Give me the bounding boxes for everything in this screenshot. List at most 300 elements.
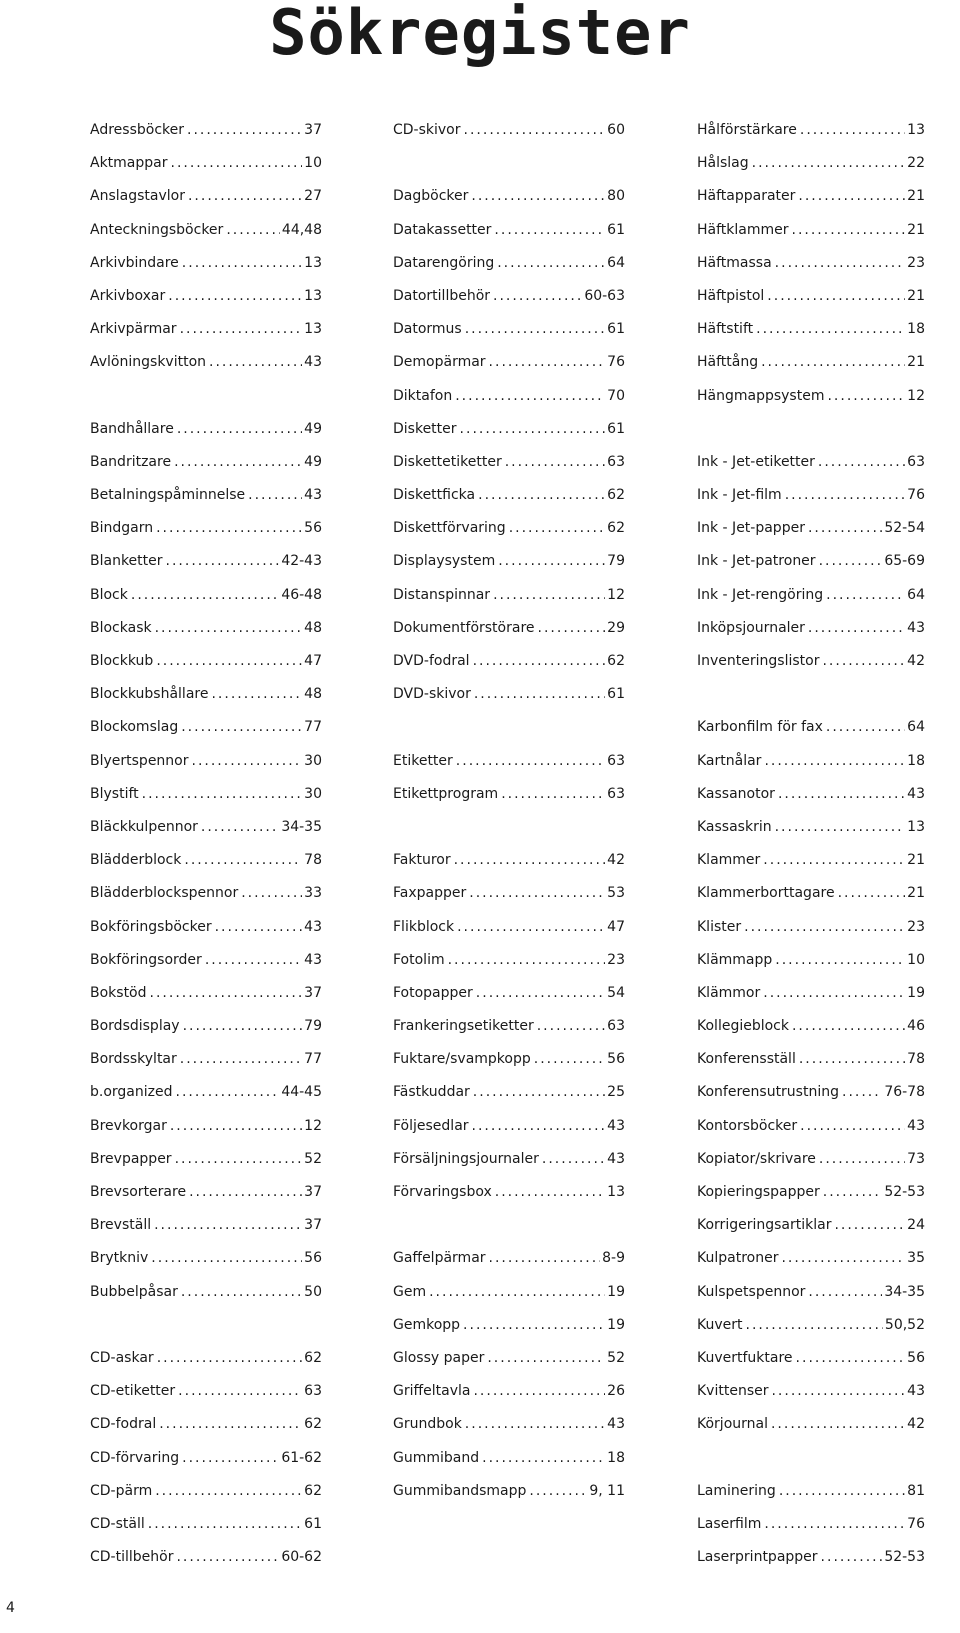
dot-leader [764,749,905,774]
index-term: Aktmappar [90,155,168,172]
index-page-ref: 73 [907,1150,925,1167]
index-term: Kassanotor [697,785,775,802]
index-entry [90,749,322,782]
dot-leader [746,1313,883,1338]
index-page-ref: 19 [607,1316,625,1333]
index-term: Adressböcker [90,122,184,138]
index-page-ref: 79 [304,1018,322,1035]
index-term: Klämmapp [697,951,773,968]
index-entry [393,915,625,948]
index-page-ref: 12 [304,1117,322,1134]
dot-leader [775,815,906,840]
index-page-ref: 50 [304,1283,322,1300]
index-entry [697,284,925,317]
index-entry [90,118,322,151]
index-page-ref: 63 [607,785,625,802]
index-page-ref: 37 [304,1184,322,1200]
index-term: Laserprintpapper [697,1549,818,1566]
index-entry [90,1080,322,1113]
index-page-ref: 13 [607,1184,625,1200]
index-term: Blockkubshållare [90,686,209,703]
index-term: CD-tillbehör [90,1549,174,1566]
index-entry [90,151,322,184]
index-page-ref: 44-45 [281,1084,322,1101]
index-term: Klammerborttagare [697,885,835,902]
dot-leader [175,1147,303,1172]
index-page-ref: 52-53 [884,1549,925,1566]
dot-leader [465,1412,605,1437]
dot-leader [241,881,302,906]
dot-leader [148,1512,302,1537]
dot-leader [166,549,280,574]
index-term: Demopärmar [393,354,486,371]
index-page-ref: 42 [907,1416,925,1433]
index-entry [697,251,925,284]
index-page-ref: 47 [304,653,322,669]
dot-leader [174,450,302,475]
index-term: Diskettetiketter [393,453,502,470]
index-page-ref: 64 [907,719,925,736]
dot-leader [838,881,906,906]
dot-leader [151,1246,302,1271]
index-entry [697,1147,925,1180]
index-entry [697,384,925,417]
index-term: Glossy paper [393,1349,485,1366]
section-gap [697,682,925,715]
dot-leader [808,516,882,541]
index-term: Ink - Jet-papper [697,520,805,537]
index-entry [697,616,925,649]
index-entry [90,815,322,848]
index-term: Laminering [697,1482,776,1499]
index-page-ref: 76-78 [884,1084,925,1101]
dot-leader [808,616,905,641]
index-page-ref: 21 [907,885,925,902]
dot-leader [156,649,302,674]
index-page-ref: 21 [907,354,925,371]
index-page-ref: 62 [304,1416,322,1433]
index-entry [393,118,625,151]
index-term: Displaysystem [393,553,496,570]
dot-leader [775,948,905,973]
index-entry [697,1512,925,1545]
index-term: Bordsskyltar [90,1051,177,1068]
index-term: Block [90,586,128,603]
index-term: CD-pärm [90,1482,153,1499]
dot-leader [189,1180,302,1205]
index-page-ref: 43 [907,1117,925,1134]
index-page-ref: 62 [304,1482,322,1499]
dot-leader [473,1080,605,1105]
index-entry [393,184,625,217]
index-entry [90,1479,322,1512]
index-term: Hängmappsystem [697,387,825,404]
index-page-ref: 76 [907,487,925,504]
index-entry [90,1147,322,1180]
dot-leader [448,948,606,973]
index-page-ref: 37 [304,122,322,138]
index-page-ref: 43 [304,354,322,371]
index-page-ref: 43 [607,1117,625,1134]
index-entry [393,1014,625,1047]
dot-leader [201,815,279,840]
index-term: Gemkopp [393,1316,461,1333]
dot-leader [474,682,605,707]
index-term: Häftmassa [697,254,772,271]
index-page-ref: 33 [304,885,322,902]
dot-leader [478,483,605,508]
dot-leader [454,848,606,873]
index-term: Diktafon [393,387,453,404]
dot-leader [465,317,605,342]
section-gap [90,1313,322,1346]
section-gap [90,384,322,417]
index-entry [393,1180,625,1213]
index-term: CD-etiketter [90,1383,176,1400]
index-term: Blanketter [90,553,163,570]
index-page-ref: 9, 11 [589,1482,625,1499]
dot-leader [471,184,605,209]
index-page-ref: 62 [607,520,625,537]
index-entry [393,1446,625,1479]
index-term: Häftstift [697,321,754,338]
index-entry [90,881,322,914]
index-entry [697,1246,925,1279]
index-term: Hålförstärkare [697,122,797,138]
index-page-ref: 35 [907,1250,925,1267]
dot-leader [771,1412,905,1437]
index-page-ref: 13 [304,321,322,338]
index-entry [393,483,625,516]
dot-leader [534,1047,605,1072]
dot-leader [756,317,905,342]
index-term: Fotolim [393,951,445,968]
index-term: Bläckkulpennor [90,818,198,835]
index-column-1 [90,118,322,1578]
index-entry [393,384,625,417]
dot-leader [170,1114,302,1139]
index-page-ref: 61 [607,321,625,338]
index-column-3 [697,118,925,1578]
dot-leader [487,1346,605,1371]
index-entry [697,815,925,848]
index-page-ref: 10 [907,951,925,968]
index-entry [90,417,322,450]
index-term: Anteckningsböcker [90,221,224,238]
index-term: Inventeringslistor [697,653,820,669]
index-page-ref: 54 [607,984,625,1001]
dot-leader [767,284,905,309]
dot-leader [473,1379,605,1404]
dot-leader [497,251,605,276]
index-page-ref: 48 [304,686,322,703]
dot-leader [501,782,605,807]
index-page-ref: 46 [907,1018,925,1035]
dot-leader [495,1180,605,1205]
index-page-ref: 18 [907,752,925,769]
index-term: Kuvert [697,1316,743,1333]
index-term: Arkivbindare [90,254,179,271]
index-page-ref: 76 [607,354,625,371]
dot-leader [763,981,905,1006]
dot-leader [529,1479,587,1504]
index-page-ref: 34-35 [884,1283,925,1300]
index-term: Följesedlar [393,1117,469,1134]
index-term: Blystift [90,785,139,802]
index-term: Gummibandsmapp [393,1482,527,1499]
index-term: Ink - Jet-etiketter [697,453,815,470]
dot-leader [834,1213,905,1238]
dot-leader [493,583,605,608]
dot-leader [799,1047,905,1072]
index-term: Kartnålar [697,752,762,769]
index-page-ref: 61 [607,221,625,238]
dot-leader [775,251,906,276]
index-page-ref: 56 [907,1349,925,1366]
index-page-ref: 78 [907,1051,925,1068]
index-page-ref: 80 [607,188,625,205]
dot-leader [469,881,605,906]
index-entry [697,881,925,914]
index-entry [90,715,322,748]
index-page-ref: 25 [607,1084,625,1101]
index-page-ref: 60 [607,122,625,138]
index-term: Försäljningsjournaler [393,1150,539,1167]
index-entry [393,417,625,450]
index-term: Karbonfilm för fax [697,719,823,736]
index-page-ref: 43 [907,619,925,636]
dot-leader [180,1047,302,1072]
section-gap [697,1446,925,1479]
index-term: Inköpsjournaler [697,619,805,636]
index-term: CD-fodral [90,1416,157,1433]
index-entry [393,1114,625,1147]
index-page-ref: 65-69 [884,553,925,570]
dot-leader [154,1213,302,1238]
dot-leader [493,284,582,309]
index-term: Anslagstavlor [90,188,185,205]
index-entry [393,1379,625,1412]
index-entry [697,1080,925,1113]
dot-leader [537,1014,605,1039]
dot-leader [505,450,605,475]
dot-leader [476,981,605,1006]
index-entry [393,616,625,649]
index-term: Frankeringsetiketter [393,1018,534,1035]
index-page-ref: 78 [304,852,322,869]
index-term: Disketter [393,420,457,437]
index-page-ref: 61 [607,686,625,703]
index-page-ref: 61 [304,1515,322,1532]
index-term: Kontorsböcker [697,1117,798,1134]
index-page-ref: 43 [304,951,322,968]
index-page-ref: 19 [907,984,925,1001]
index-term: Kuvertfuktare [697,1349,793,1366]
index-entry [90,483,322,516]
index-page-ref: 29 [607,619,625,636]
index-term: Blyertspennor [90,752,189,769]
section-gap [697,417,925,450]
index-term: Laserfilm [697,1515,762,1532]
index-term: Brevställ [90,1217,152,1234]
index-entry [393,1246,625,1279]
index-entry [393,549,625,582]
index-term: b.organized [90,1084,173,1101]
index-page-ref: 81 [907,1482,925,1499]
index-entry [393,1479,625,1512]
index-page-ref: 34-35 [281,818,322,835]
index-term: Datakassetter [393,221,492,238]
index-page-ref: 43 [304,918,322,935]
index-term: Grundbok [393,1416,462,1433]
index-term: Klammer [697,852,761,869]
index-page-ref: 52-54 [884,520,925,537]
index-entry [393,317,625,350]
index-page-ref: 13 [907,122,925,138]
index-term: Fuktare/svampkopp [393,1051,531,1068]
index-term: CD-skivor [393,122,461,138]
dot-leader [248,483,302,508]
index-term: Kvittenser [697,1383,769,1400]
dot-leader [792,1014,905,1039]
index-entry [393,1047,625,1080]
index-term: Konferensställ [697,1051,796,1068]
dot-leader [181,1280,302,1305]
index-term: Betalningspåminnelse [90,487,246,504]
dot-leader [821,1545,883,1570]
index-entry [697,1280,925,1313]
index-page-ref: 30 [304,752,322,769]
index-entry [697,981,925,1014]
index-entry [393,218,625,251]
index-entry [393,1313,625,1346]
index-term: Gaffelpärmar [393,1250,486,1267]
index-term: Förvaringsbox [393,1184,492,1200]
index-entry [393,1346,625,1379]
index-term: Arkivboxar [90,287,166,304]
index-term: Kopieringspapper [697,1184,820,1200]
index-page-ref: 49 [304,453,322,470]
index-page-ref: 43 [304,487,322,504]
index-term: Gem [393,1283,427,1300]
index-entry [393,251,625,284]
dot-leader [494,218,605,243]
index-entry [90,516,322,549]
dot-leader [785,483,905,508]
dot-leader [826,715,905,740]
index-page-ref: 10 [304,155,322,172]
index-page-ref: 61 [607,420,625,437]
index-entry [90,251,322,284]
index-entry [393,284,625,317]
index-entry [697,1180,925,1213]
index-entry [393,1080,625,1113]
dot-leader [800,1114,905,1139]
index-page-ref: 21 [907,852,925,869]
dot-leader [796,1346,906,1371]
index-entry [90,682,322,715]
index-entry [393,450,625,483]
index-entry [697,350,925,383]
index-term: Klämmor [697,984,761,1001]
index-term: Blockkub [90,653,154,669]
dot-leader [192,749,303,774]
index-page-ref: 42 [907,653,925,669]
index-page-ref: 64 [607,254,625,271]
index-entry [393,583,625,616]
index-entry [697,948,925,981]
index-page-ref: 26 [607,1383,625,1400]
index-term: Kulpatroner [697,1250,779,1267]
index-term: CD-förvaring [90,1449,180,1466]
index-entry [90,1512,322,1545]
dot-leader [472,1114,606,1139]
dot-leader [463,1313,605,1338]
index-page-ref: 63 [607,752,625,769]
index-page-ref: 12 [607,586,625,603]
index-term: Bindgarn [90,520,154,537]
index-page-ref: 50,52 [884,1316,925,1333]
index-page-ref: 62 [304,1349,322,1366]
index-page-ref: 79 [607,553,625,570]
index-term: Avlöningskvitton [90,354,207,371]
index-entry [393,848,625,881]
index-entry [393,1412,625,1445]
index-entry [697,1479,925,1512]
page-title: Sökregister [269,0,691,69]
index-term: Bubbelpåsar [90,1283,178,1300]
index-column-2 [393,118,625,1512]
dot-leader [176,1545,279,1570]
index-term: Datortillbehör [393,287,491,304]
dot-leader [489,350,606,375]
index-entry [697,915,925,948]
index-entry [90,1346,322,1379]
index-entry [697,483,925,516]
dot-leader [779,1479,905,1504]
dot-leader [482,1446,605,1471]
index-entry [393,782,625,815]
index-entry [697,317,925,350]
index-term: CD-ställ [90,1515,145,1532]
dot-leader [188,184,302,209]
index-term: Häftapparater [697,188,796,205]
index-entry [90,350,322,383]
dot-leader [778,782,905,807]
index-term: Fästkuddar [393,1084,470,1101]
index-page-ref: 23 [907,254,925,271]
index-page-ref: 63 [304,1383,322,1400]
dot-leader [180,317,303,342]
dot-leader [771,1379,905,1404]
dot-leader [473,649,606,674]
index-term: Bandhållare [90,420,174,437]
index-page-ref: 19 [607,1283,625,1300]
index-page-ref: 43 [907,1383,925,1400]
index-page-ref: 49 [304,420,322,437]
index-term: Datarengöring [393,254,495,271]
index-page-ref: 77 [304,1051,322,1068]
index-term: Häftpistol [697,287,765,304]
index-entry [393,749,625,782]
dot-leader [509,516,605,541]
index-term: Bordsdisplay [90,1018,180,1035]
index-entry [697,1313,925,1346]
dot-leader [176,1080,280,1105]
index-page-ref: 43 [607,1150,625,1167]
dot-leader [826,583,905,608]
dot-leader [792,218,906,243]
